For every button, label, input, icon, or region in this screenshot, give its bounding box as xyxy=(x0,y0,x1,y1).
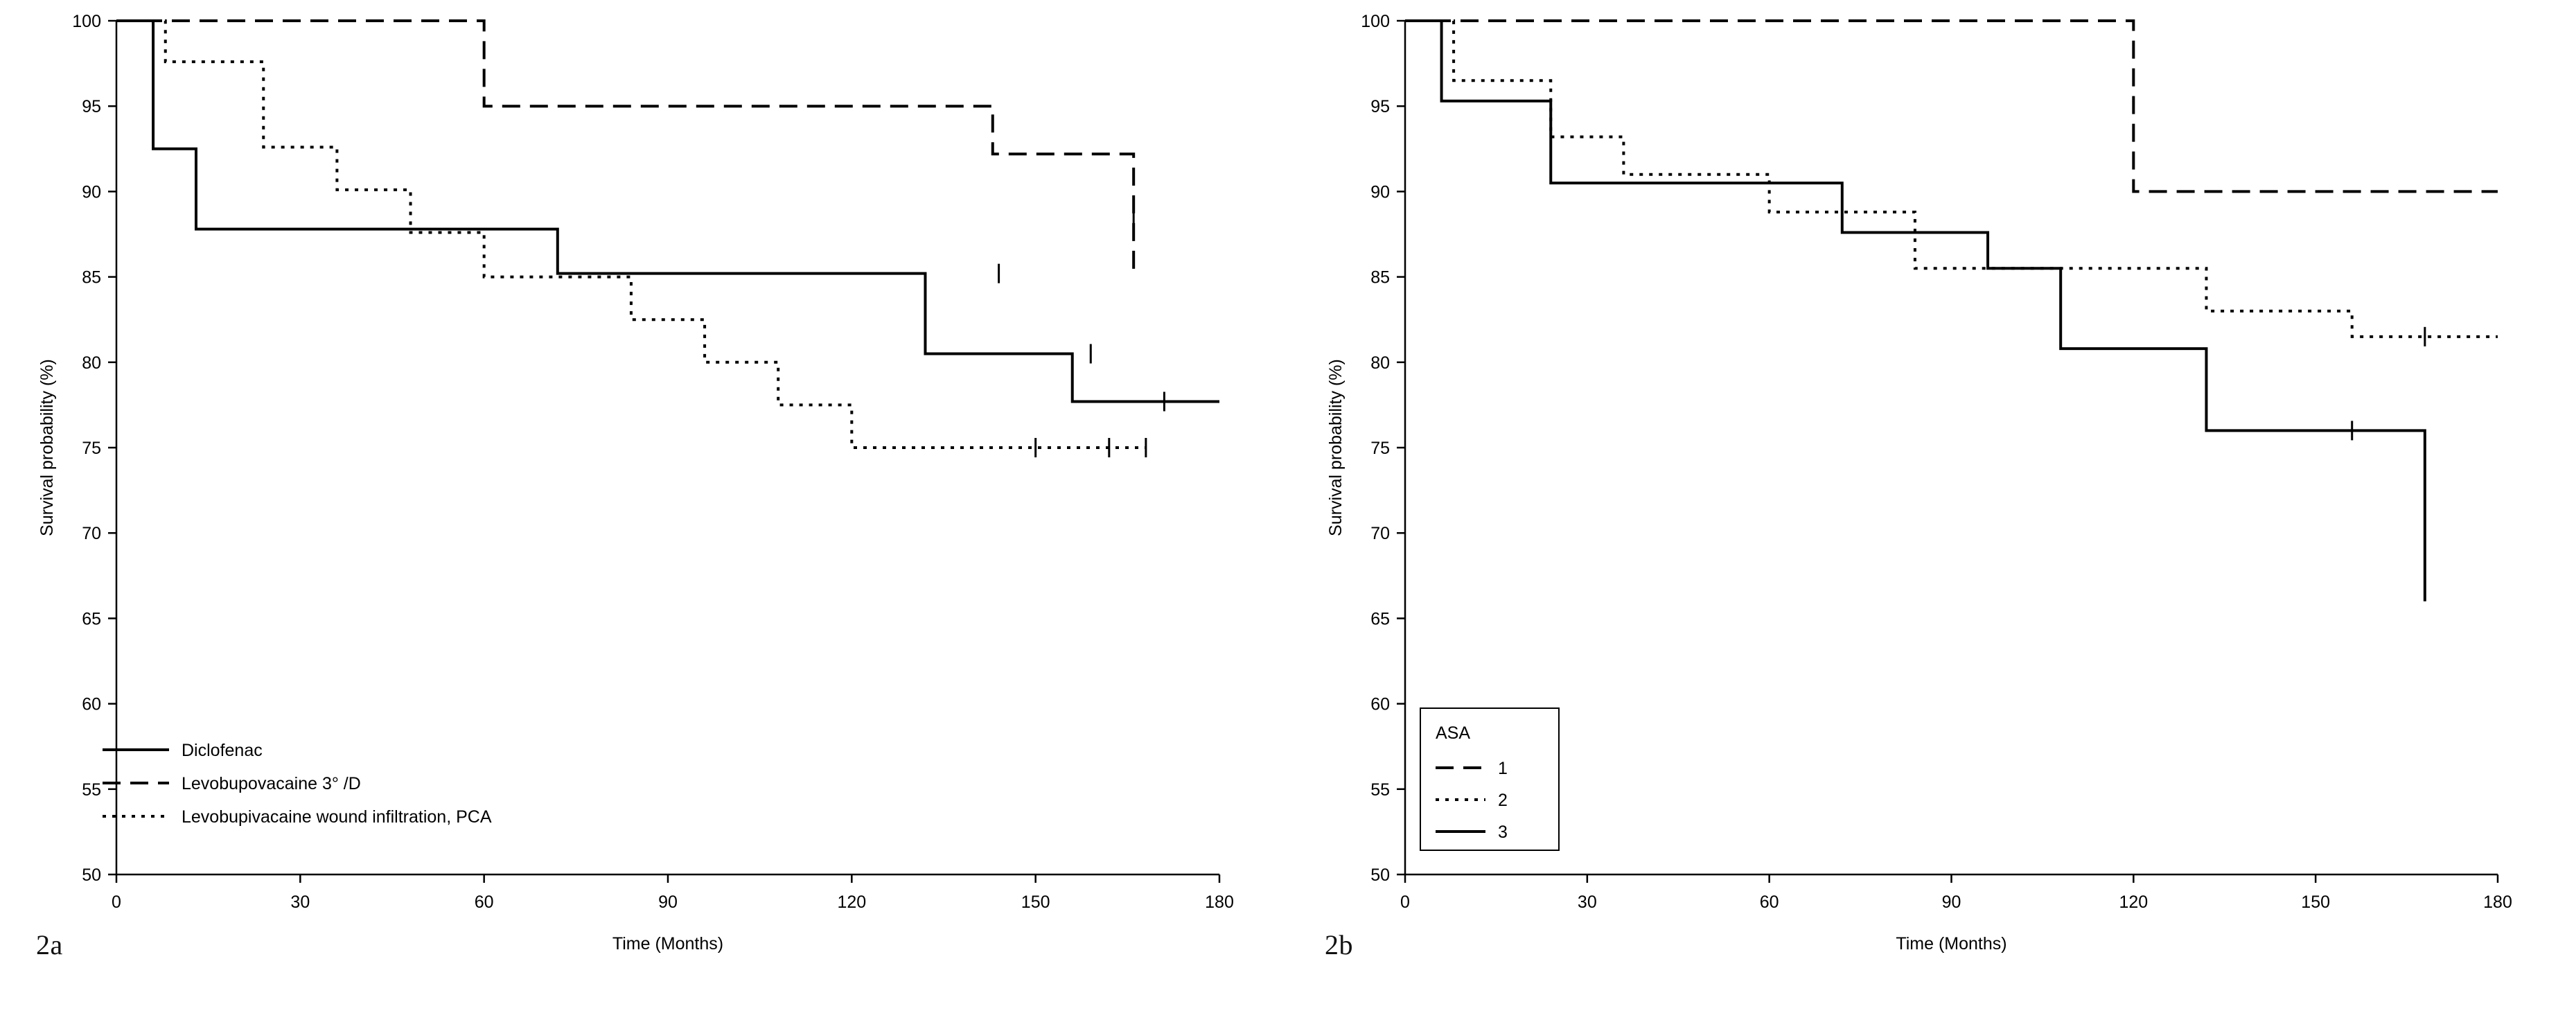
x-axis-tick-label: 90 xyxy=(1941,893,1961,912)
chart-panel-b xyxy=(1289,0,2576,1011)
x-axis-tick-label: 180 xyxy=(1205,893,1234,912)
y-axis-tick-label: 75 xyxy=(82,439,101,458)
y-axis-tick-label: 65 xyxy=(1370,609,1390,629)
series-line-3 xyxy=(116,21,1146,448)
y-axis-tick-label: 100 xyxy=(1361,12,1390,31)
y-axis-tick-label: 60 xyxy=(82,694,101,714)
y-axis-title: Survival probability (%) xyxy=(37,359,57,536)
y-axis-tick-label: 85 xyxy=(1370,267,1390,288)
x-axis-tick-label: 150 xyxy=(2301,893,2331,912)
legend-label-1: Diclofenac xyxy=(182,741,263,760)
y-axis-tick-label: 85 xyxy=(82,267,101,288)
x-axis-tick-label: 180 xyxy=(2483,893,2512,912)
survival-plot-b xyxy=(1289,0,2576,1011)
legend-label-3: Levobupivacaine wound infiltration, PCA xyxy=(182,807,492,827)
y-axis-tick-label: 100 xyxy=(72,12,101,31)
x-axis-title: Time (Months) xyxy=(612,934,724,953)
y-axis-tick-label: 65 xyxy=(82,609,101,629)
legend-label-2: Levobupovacaine 3° /D xyxy=(182,774,361,793)
y-axis-title: Survival probability (%) xyxy=(1326,359,1346,536)
x-axis-tick-label: 90 xyxy=(658,893,678,912)
series-line-2 xyxy=(116,21,1133,277)
y-axis-tick-label: 50 xyxy=(1370,865,1390,885)
y-axis-tick-label: 55 xyxy=(82,780,101,800)
y-axis-tick-label: 80 xyxy=(1370,353,1390,373)
y-axis-tick-label: 75 xyxy=(1370,439,1390,458)
x-axis-tick-label: 30 xyxy=(1577,893,1597,912)
y-axis-tick-label: 70 xyxy=(82,524,101,544)
x-axis-tick-label: 30 xyxy=(290,893,310,912)
panel-a-label: 2a xyxy=(36,929,63,960)
y-axis-tick-label: 95 xyxy=(1370,97,1390,117)
series-line-1 xyxy=(116,21,1219,401)
y-axis-tick-label: 90 xyxy=(82,182,101,202)
x-axis-tick-label: 120 xyxy=(837,893,867,912)
y-axis-tick-label: 55 xyxy=(1370,780,1390,800)
x-axis-tick-label: 150 xyxy=(1021,893,1050,912)
y-axis-tick-label: 80 xyxy=(82,353,101,373)
y-axis-tick-label: 60 xyxy=(1370,694,1390,714)
y-axis-tick-label: 50 xyxy=(82,865,101,885)
y-axis-tick-label: 90 xyxy=(1370,182,1390,202)
y-axis-tick-label: 70 xyxy=(1370,524,1390,544)
series-line-1 xyxy=(1405,21,2498,191)
y-axis-tick-label: 95 xyxy=(82,97,101,117)
legend-label-3: 3 xyxy=(1498,823,1508,842)
x-axis-tick-label: 0 xyxy=(1400,893,1410,912)
panel-b-label: 2b xyxy=(1325,929,1353,960)
x-axis-tick-label: 120 xyxy=(2119,893,2149,912)
x-axis-tick-label: 60 xyxy=(474,893,494,912)
legend-title: ASA xyxy=(1436,723,1471,743)
x-axis-tick-label: 0 xyxy=(112,893,121,912)
x-axis-title: Time (Months) xyxy=(1896,934,2007,953)
legend-label-1: 1 xyxy=(1498,759,1508,778)
x-axis-tick-label: 60 xyxy=(1759,893,1779,912)
legend-label-2: 2 xyxy=(1498,791,1508,810)
series-line-2 xyxy=(1405,21,2498,337)
